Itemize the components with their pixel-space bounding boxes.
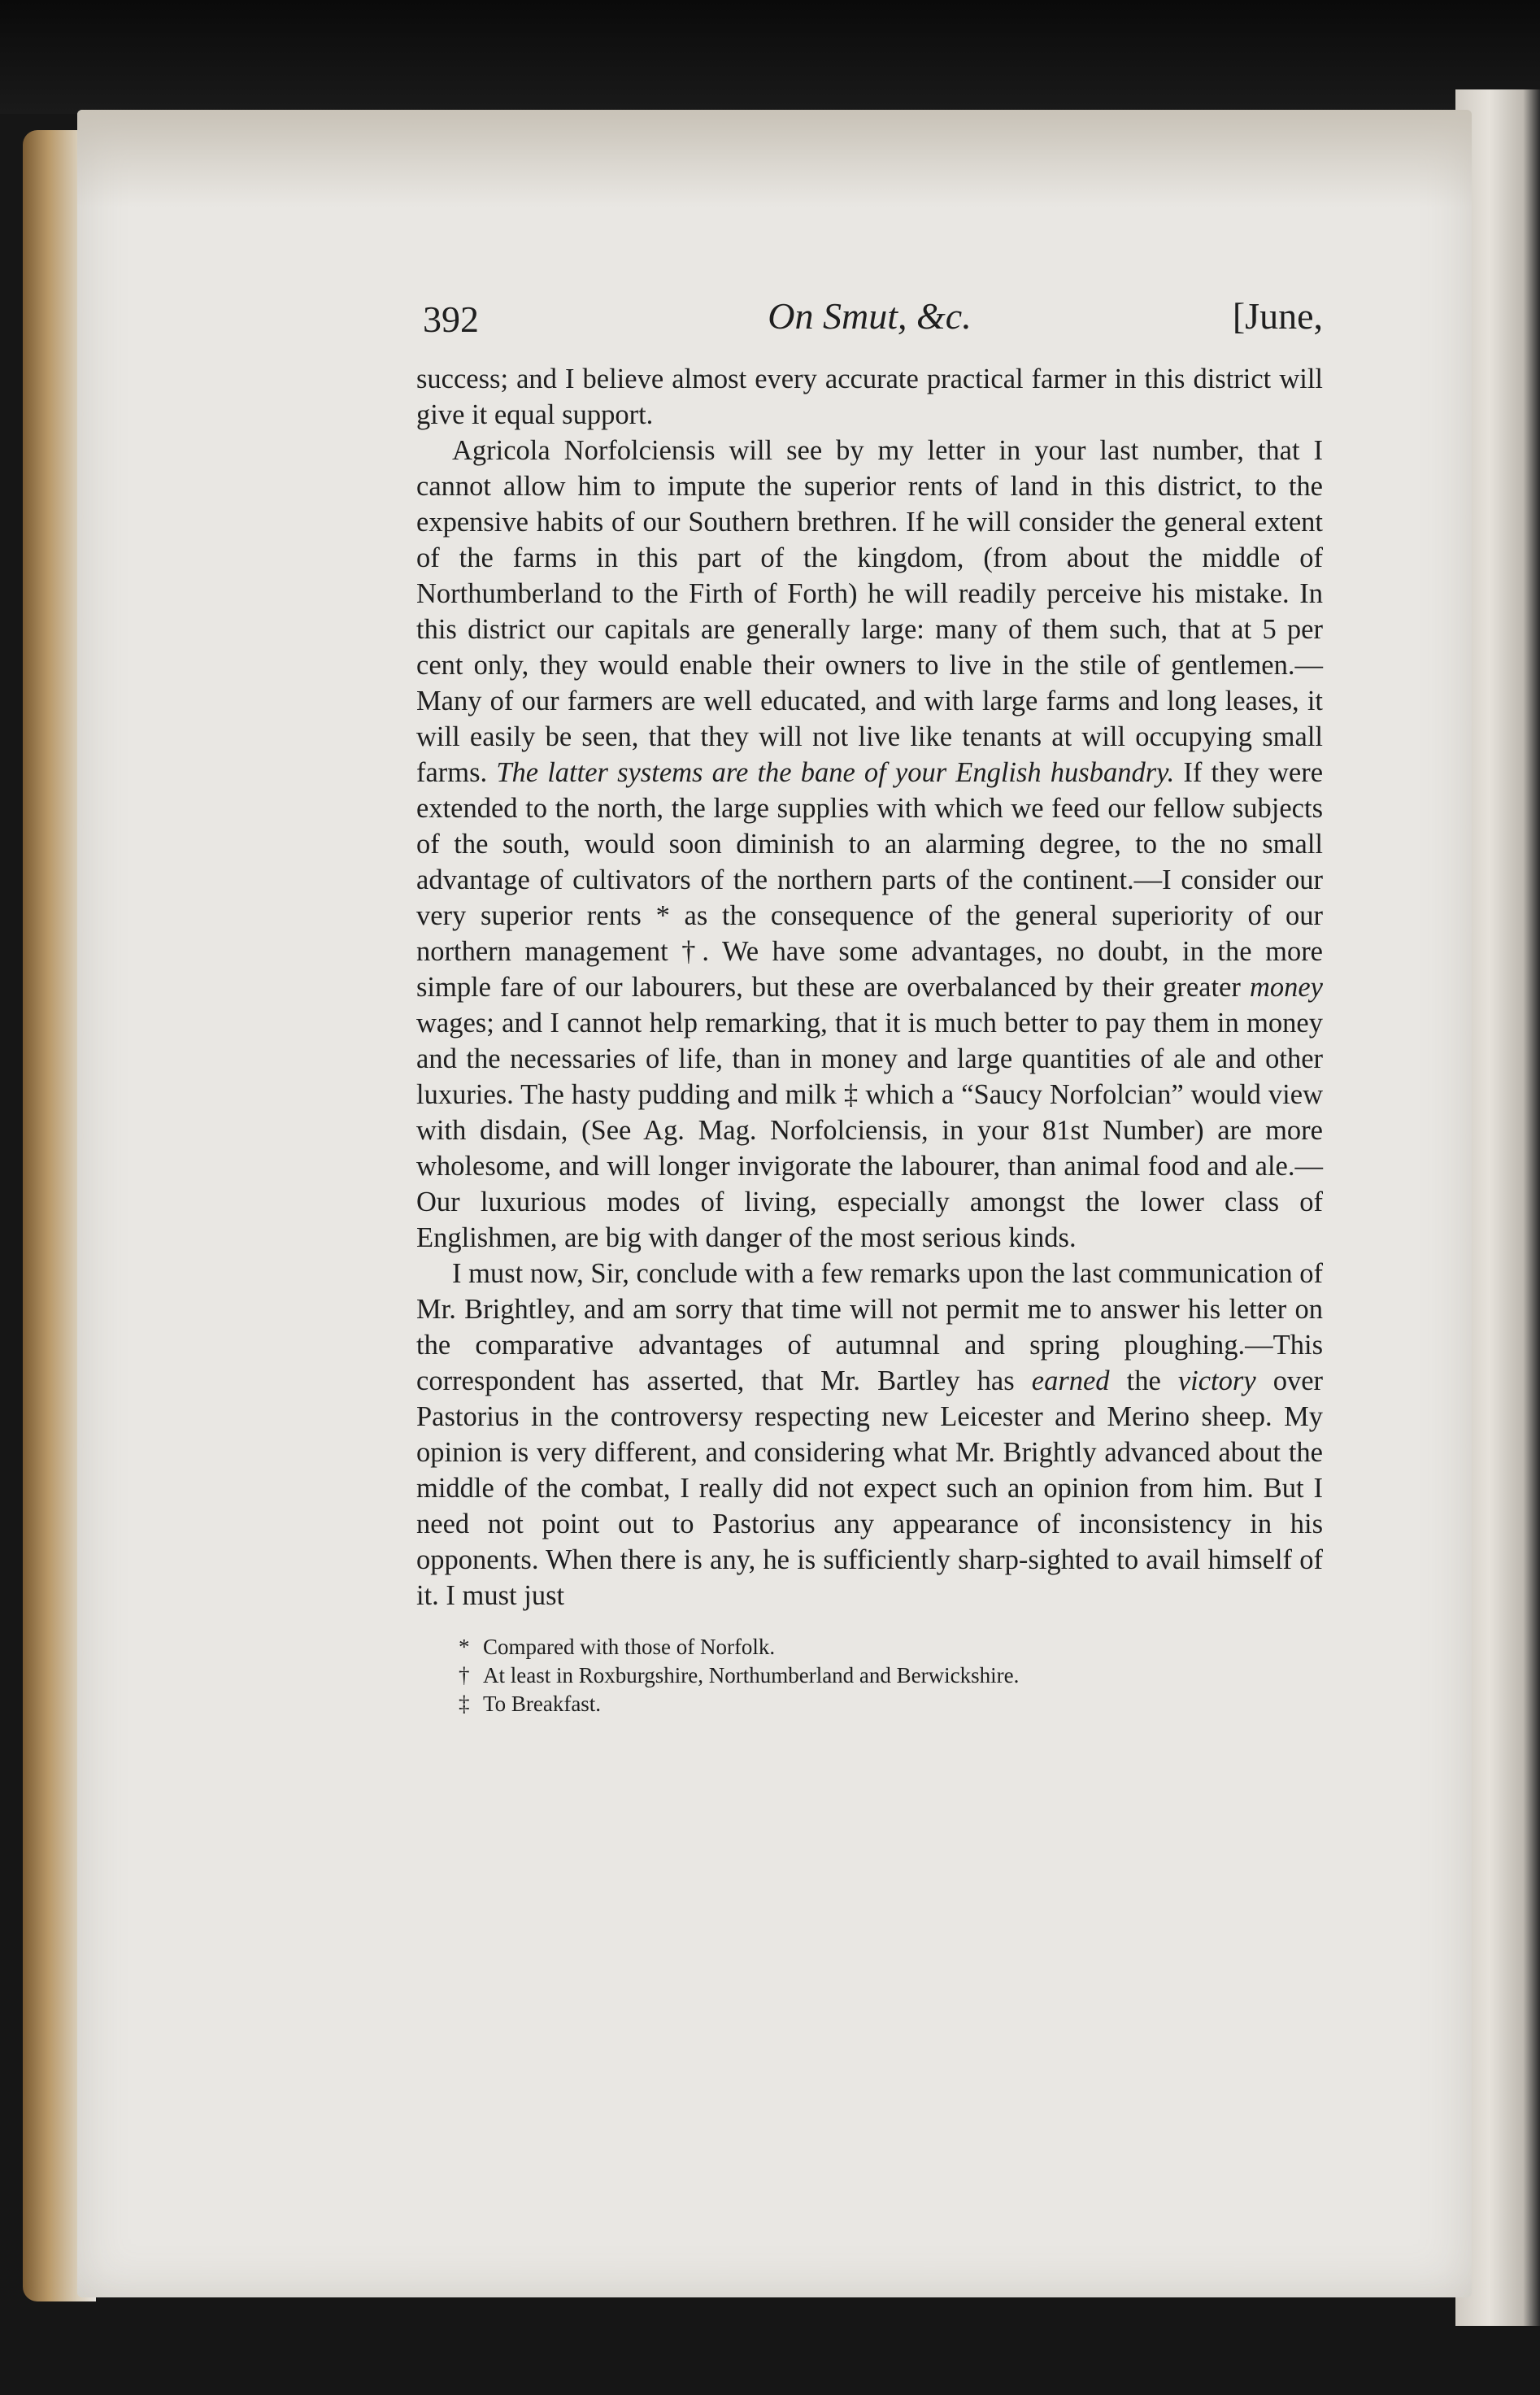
footnote [459, 1661, 1323, 1690]
text-block [416, 294, 1323, 1718]
paragraph-3-italic-victory: victory [1177, 1365, 1256, 1396]
footnote-text: Compared with those of Norfolk. [483, 1635, 776, 1659]
footnotes [416, 1633, 1323, 1718]
running-date: [June, [1232, 295, 1323, 337]
page-number: 392 [423, 298, 479, 340]
running-head [416, 294, 1323, 342]
paragraph-2-italic: The latter systems are the bane of your English husbandry. [496, 757, 1175, 788]
paragraph-2-part-a: Agricola Norfolciensis will see by my letter in your last number, that I cannot allow him to impute the superior rents of land in this district, to the expensive habits of our Southern brethren. If he will consider the general extent of the farms in this part of the kingdom, (from about the middle of Northumberland to the Firth of Forth) he will readily perceive his mistake. In this district our capitals are generally large: many of them such, that at 5 per cent only, they would enable their owners to live in the stile of gentlemen.—Many of our farmers are well educated, and with large farms and long leases, it will easily be seen, that they will not live like tenants at will occupying small farms. [416, 435, 1323, 788]
footnote-symbol: ‡ [459, 1692, 470, 1716]
paragraph-2-part-b: If they were extended to the north, the large supplies with which we feed our fellow subjects of the south, would soon diminish to an alarming degree, to the no small advantage of cultivators of the northern parts of the continent.—I consider our very superior rents * as the consequence of the general superiority of our northern management †. We have some advantages, no doubt, in the more simple fare of our labourers, but these are overbalanced by their greater [416, 757, 1324, 1003]
running-title: On Smut, &c. [768, 295, 972, 337]
scan-background [0, 0, 1540, 114]
paragraph-2-part-c: wages; and I cannot help remarking, that it is much better to pay them in money and the necessaries of life, than in money and large quantities of ale and other luxuries. The hasty pudding and milk ‡ which a “Saucy Norfolcian” would view with disdain, (See Ag. Mag. Norfolciensis, in your 81st Number) are more wholesome, and will longer invigorate the labourer, than animal food and ale.—Our luxurious modes of living, especially amongst the lower class of Englishmen, are big with danger of the most serious kinds. [416, 1008, 1323, 1253]
paragraph-3-italic-earned: earned [1031, 1365, 1110, 1396]
paragraph-3-part-b: the [1109, 1365, 1178, 1396]
paragraph-3-part-a: I must now, Sir, conclude with a few remarks upon the last communication of Mr. Brightley, and am sorry that time will not permit me to answer his letter on the comparative advantages of autumnal and spring ploughing.—This correspondent has asserted, that Mr. Bartley has [416, 1258, 1323, 1396]
paragraph-1: success; and I believe almost every accurate practical farmer in this district will give it equal support. [416, 364, 1323, 430]
page-discoloration [77, 110, 1472, 207]
footnote-symbol: * [459, 1635, 470, 1659]
footnote-text: At least in Roxburgshire, Northumberland and Berwickshire. [483, 1663, 1020, 1687]
body-text [416, 361, 1323, 1613]
footnote [459, 1690, 1323, 1718]
footnote-text: To Breakfast. [483, 1692, 602, 1716]
paragraph-2-italic-money: money [1249, 972, 1323, 1003]
paragraph-3-part-c: over Pastorius in the controversy respecting new Leicester and Merino sheep. My opinion is very different, and considering what Mr. Brightly advanced about the middle of the combat, I really did not expect such an opinion from him. But I need not point out to Pastorius any appearance of inconsistency in his opponents. When there is any, he is sufficiently sharp-sighted to avail himself of it. I must just [416, 1365, 1324, 1611]
footnote-symbol: † [459, 1663, 470, 1687]
paragraph-3 [416, 1256, 1323, 1613]
footnote [459, 1633, 1323, 1661]
paragraph-2 [416, 433, 1323, 1256]
